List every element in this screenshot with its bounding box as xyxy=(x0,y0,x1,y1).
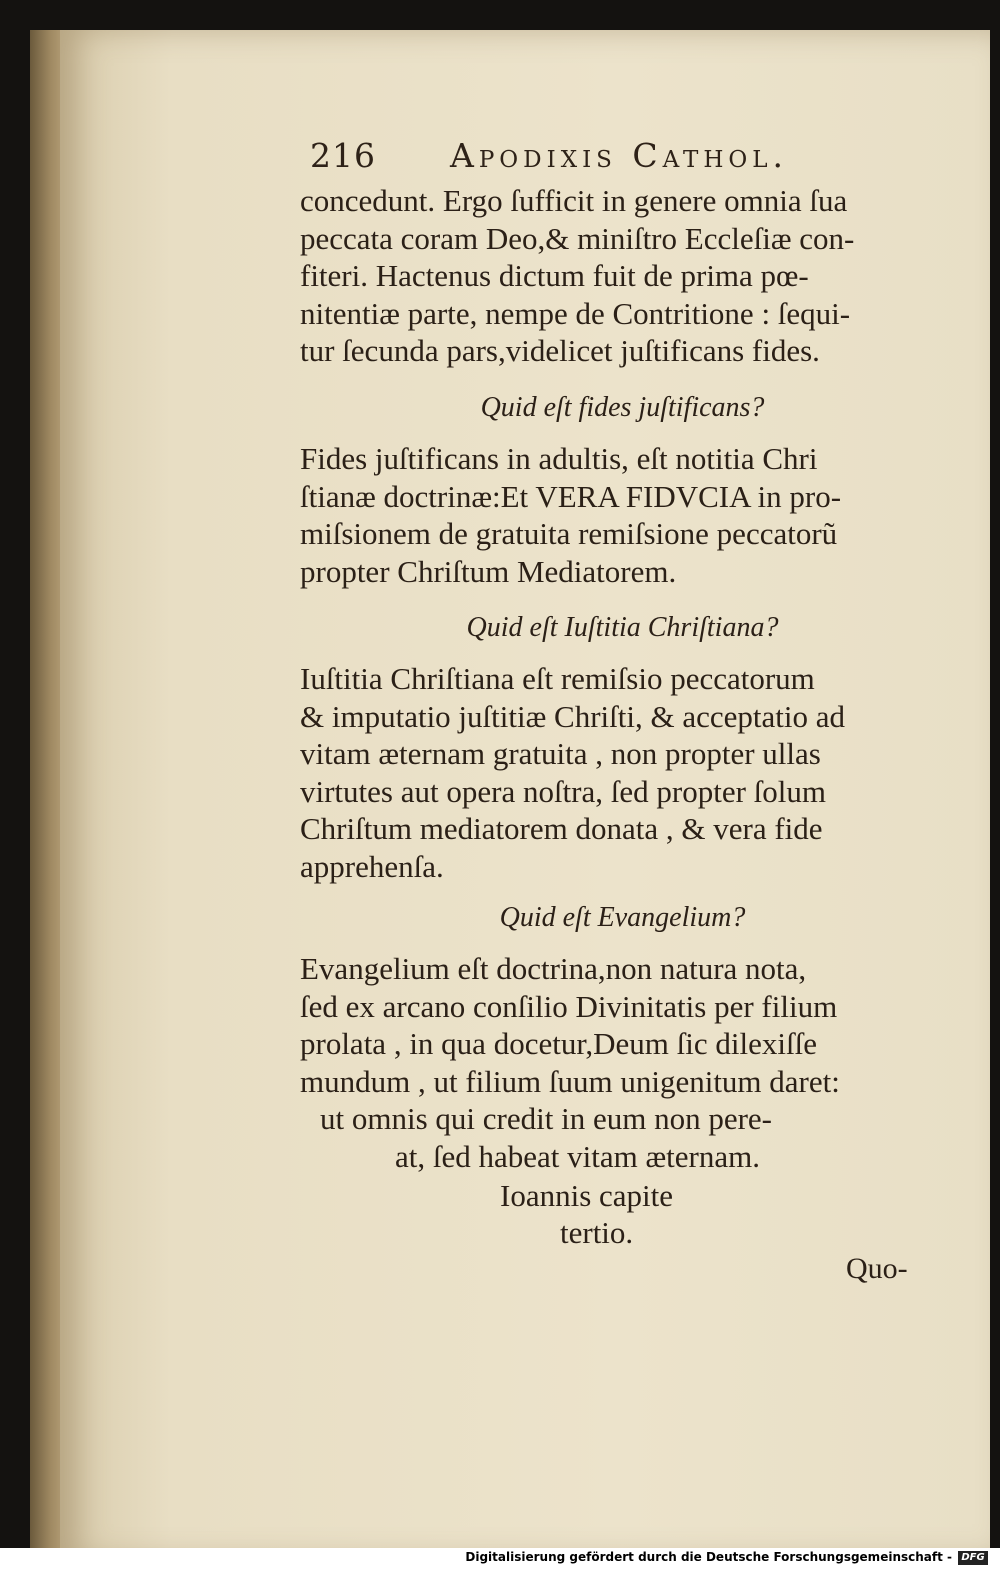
footer-credit: Digitalisierung gefördert durch die Deutsche Forschungsgemeinschaft - xyxy=(465,1550,952,1564)
page-number: 216 xyxy=(310,136,376,175)
heading-evangelium: Quid eſt Evangelium? xyxy=(499,902,746,933)
tail-line-2: at, ſed habeat vitam æternam. xyxy=(395,1139,760,1174)
paragraph-fides-justificans: Fides juſtificans in adultis, eſt notitia Chri ſtianæ doctrinæ:Et VERA FIDVCIA in pro- miſsionem de gratuita remiſsione peccatorũ propter Chriſtum Mediatorem. xyxy=(300,441,842,589)
catchword: Quo- xyxy=(846,1252,908,1285)
tail-line-4: tertio. xyxy=(560,1215,634,1250)
heading-fides-justificans: Quid eſt fides juſtificans? xyxy=(480,392,765,423)
dfg-logo-icon: DFG xyxy=(958,1551,988,1565)
tail-line-3: Ioannis capite xyxy=(500,1178,674,1213)
running-head xyxy=(310,136,870,176)
tail-line-1: ut omnis qui credit in eum non pere- xyxy=(320,1101,772,1136)
running-title: Apodixis Cathol. xyxy=(450,136,789,175)
paragraph-iustitia-christiana: Iuſtitia Chriſtiana eſt remiſsio peccatorum & imputatio juſtitiæ Chriſti, & acceptatio ad vitam æternam gratuita , non propter ullas virtutes aut opera noſtra, ſed propter ſolum Chriſtum mediatorem donata , & vera fide apprehenſa. xyxy=(300,661,845,884)
paragraph-evangelium: Evangelium eſt doctrina,non natura nota, ſed ex arcano conſilio Divinitatis per filium prolata , in qua docetur,Deum ſic dilexiſſe mundum , ut filium ſuum unigenitum daret: xyxy=(300,951,840,1099)
paragraph-contrition: concedunt. Ergo ſufficit in genere omnia ſua peccata coram Deo,& miniſtro Eccleſiæ con- fiteri. Hactenus dictum fuit de prima pœ- nitentiæ parte, nempe de Contritione : ſequi- tur ſecunda pars,videlicet juſtificans fides. xyxy=(300,183,855,368)
heading-iustitia-christiana: Quid eſt Iuſtitia Chriſtiana? xyxy=(466,612,779,643)
